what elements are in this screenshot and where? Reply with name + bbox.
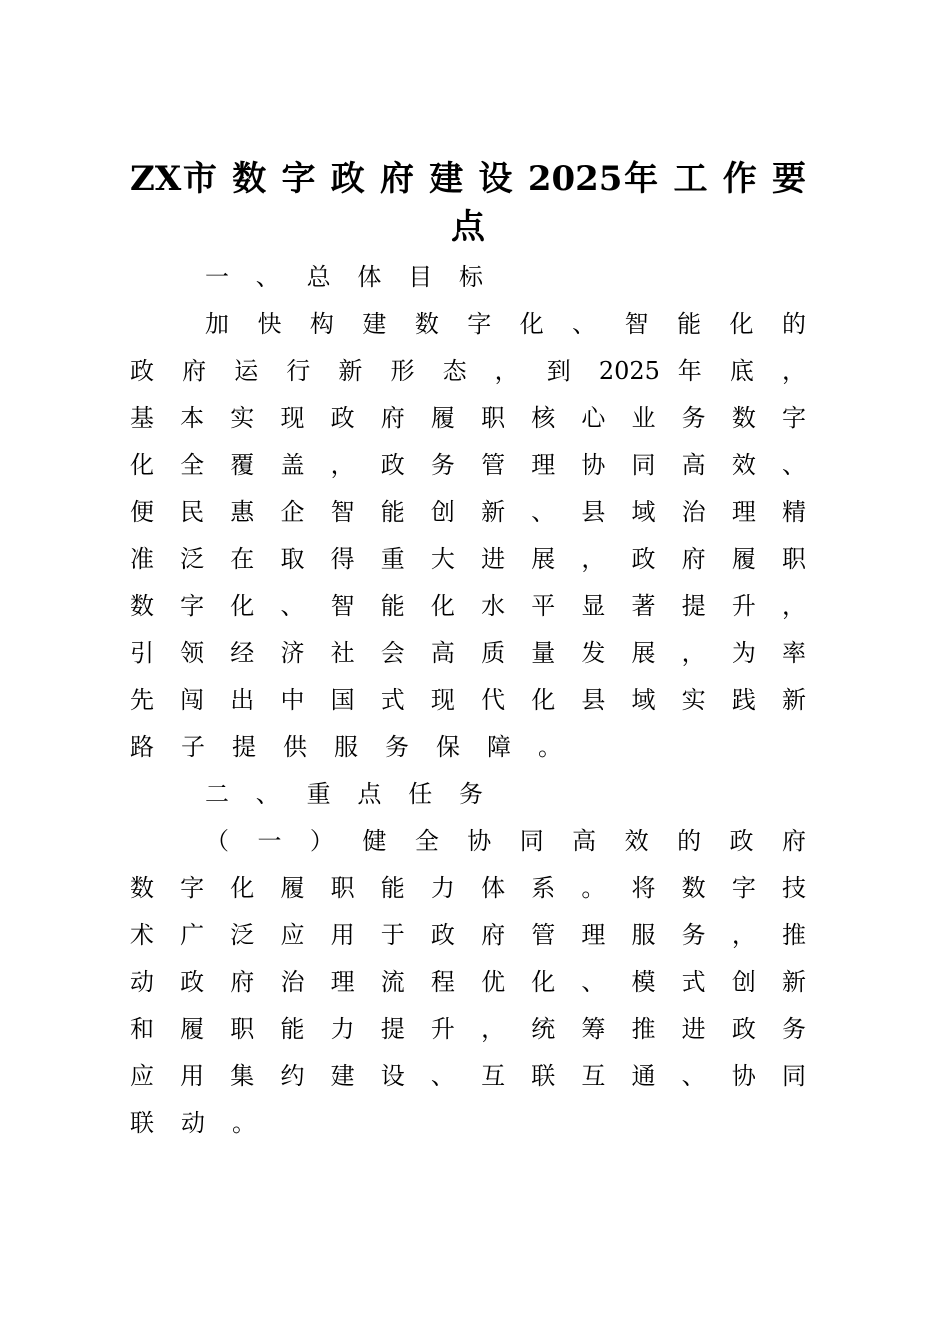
section-heading-overall-goal: 一 、 总 体 目 标 bbox=[205, 263, 483, 291]
paragraph-line: 应 用 集 约 建 设 、 互 联 互 通 、 协 同 bbox=[130, 1062, 806, 1090]
section-heading-key-tasks: 二 、 重 点 任 务 bbox=[205, 780, 483, 808]
document-title-line-2: 点 bbox=[451, 207, 485, 247]
paragraph-line: （ 一 ） 健 全 协 同 高 效 的 政 府 bbox=[205, 827, 806, 855]
paragraph-line: 数 字 化 履 职 能 力 体 系 。 将 数 字 技 bbox=[130, 874, 806, 902]
paragraph-line: 准 泛 在 取 得 重 大 进 展 ， 政 府 履 职 bbox=[130, 545, 806, 573]
paragraph-line: 便 民 惠 企 智 能 创 新 、 县 域 治 理 精 bbox=[130, 498, 806, 526]
document-title-line-1: ZX市 数 字 政 府 建 设 2025年 工 作 要 bbox=[130, 159, 806, 199]
paragraph-line: 政 府 运 行 新 形 态 ， 到 2025 年 底 ， bbox=[130, 357, 806, 385]
paragraph-line: 数 字 化 、 智 能 化 水 平 显 著 提 升 ， bbox=[130, 592, 806, 620]
paragraph-line: 化 全 覆 盖 ， 政 务 管 理 协 同 高 效 、 bbox=[130, 451, 806, 479]
paragraph-line: 术 广 泛 应 用 于 政 府 管 理 服 务 ， 推 bbox=[130, 921, 806, 949]
paragraph-line: 引 领 经 济 社 会 高 质 量 发 展 ， 为 率 bbox=[130, 639, 806, 667]
paragraph-line: 基 本 实 现 政 府 履 职 核 心 业 务 数 字 bbox=[130, 404, 806, 432]
paragraph-line-last bbox=[130, 1107, 806, 1139]
paragraph-line-last bbox=[130, 731, 806, 763]
paragraph-line-text: 联动。 bbox=[130, 1109, 283, 1137]
paragraph-line: 先 闯 出 中 国 式 现 代 化 县 域 实 践 新 bbox=[130, 686, 806, 714]
paragraph-line: 加 快 构 建 数 字 化 、 智 能 化 的 bbox=[205, 310, 806, 338]
paragraph-line: 动 政 府 治 理 流 程 优 化 、 模 式 创 新 bbox=[130, 968, 806, 996]
paragraph-line: 和 履 职 能 力 提 升 ， 统 筹 推 进 政 务 bbox=[130, 1015, 806, 1043]
paragraph-line-text: 路子提供服务保障。 bbox=[130, 733, 589, 761]
